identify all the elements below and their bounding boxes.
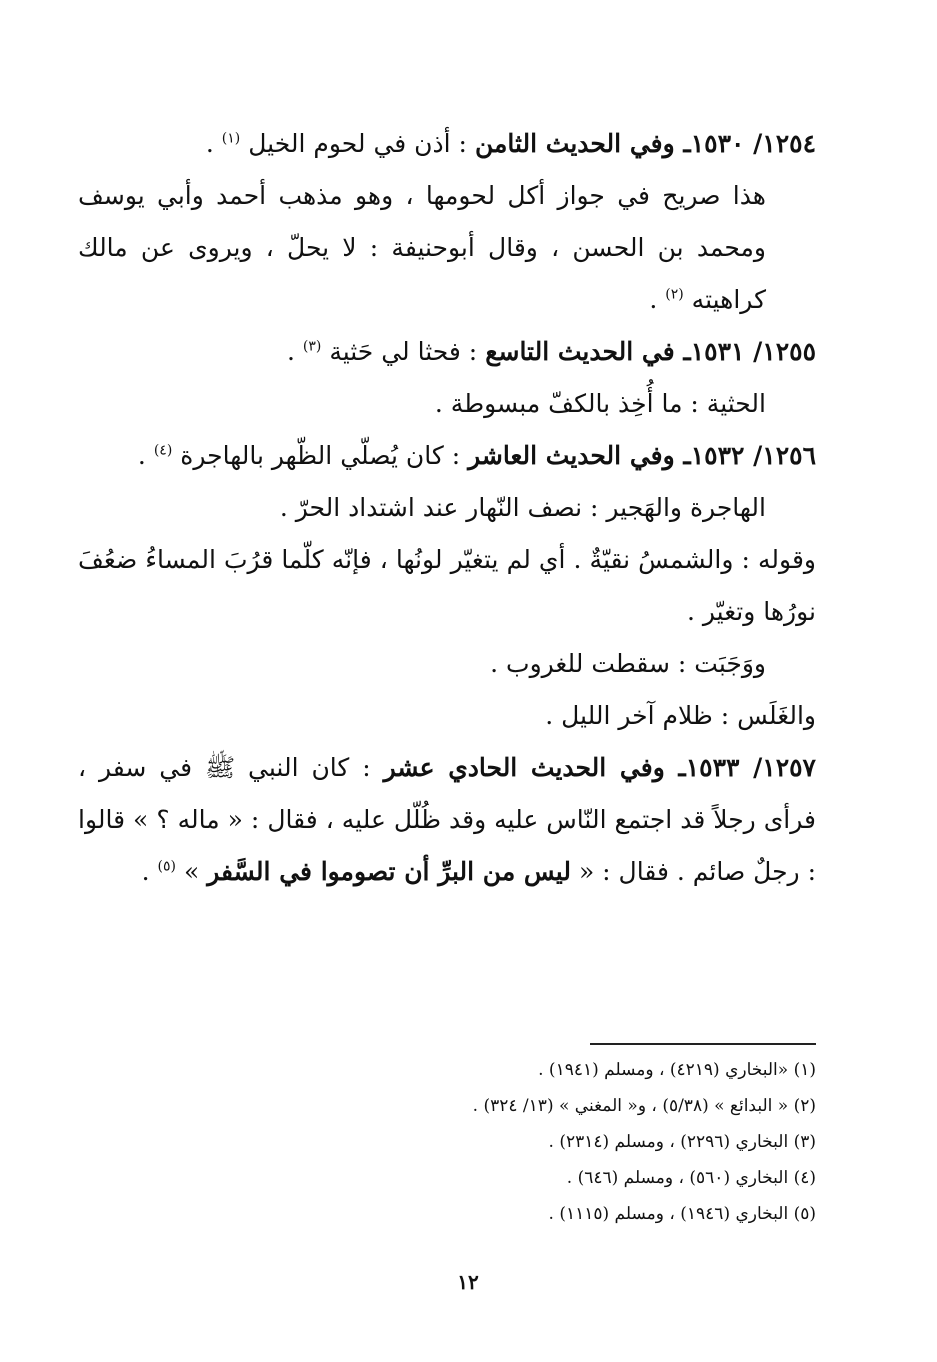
entry-1256 xyxy=(78,430,816,482)
entry-quote: : فحثا لي حَثية xyxy=(329,337,478,366)
entry-1255 xyxy=(78,326,816,378)
entry-end: . xyxy=(141,857,150,886)
footnote-2: (٢) « البدائع » (٥/٣٨) ، و« المغني » (١٣/ ٣٢٤) . xyxy=(472,1096,816,1116)
footnote-3: (٣) البخاري (٢٢٩٦) ، ومسلم (٢٣١٤) . xyxy=(548,1132,816,1152)
entry-end: . xyxy=(137,441,146,470)
entry-end: . xyxy=(286,337,295,366)
quote-close: » xyxy=(183,857,208,886)
footnote-divider xyxy=(590,1043,816,1045)
entry-quote: : كان النبي ﷺ في سفر ، فرأى رجلاً قد اجتمع النّاس عليه وقد ظُلّل عليه ، فقال : « ماله ؟ » قالوا : رجلٌ صائم . فقال : « xyxy=(78,753,816,886)
entry-quote: : أذن في لحوم الخيل xyxy=(248,129,467,158)
commentary-text: هذا صريح في جواز أكل لحومها ، وهو مذهب أحمد وأبي يوسف ومحمد بن الحسن ، وقال أبوحنيفة : لا يحلّ ، ويروى عن مالك كراهيته xyxy=(78,181,766,314)
entry-1257 xyxy=(78,742,816,898)
footnote-1: (١) «البخاري (٤٢١٩) ، ومسلم (١٩٤١) . xyxy=(538,1060,816,1080)
entry-heading: ١٢٥٥/ ١٥٣١ـ في الحديث التاسع xyxy=(485,337,816,366)
commentary-paragraph: وقوله : والشمسُ نقيّةٌ . أي لم يتغيّر لونُها ، فإنّه كلّما قرُبَ المساءُ ضعُفَ نورُها وتغيّر . xyxy=(78,545,816,626)
hadith-bold-text: ليس من البرِّ أن تصوموا في السَّفر xyxy=(207,857,571,886)
commentary-paragraph: الحثية : ما أُخِذ بالكفّ مبسوطة . xyxy=(434,389,766,418)
commentary-paragraph: هذا صريح في جواز أكل لحومها ، وهو مذهب أحمد وأبي يوسف ومحمد بن الحسن ، وقال أبوحنيفة : لا يحلّ ، ويروى عن مالك كراهيته $^{(٢)}$ . xyxy=(78,181,766,314)
entry-1254 xyxy=(78,118,816,170)
commentary-paragraph: الهاجرة والهَجير : نصف النّهار عند اشتداد الحرّ . xyxy=(279,493,766,522)
footnote-ref: (١) xyxy=(221,130,241,147)
footnote-ref: (٥) xyxy=(157,858,176,875)
entry-end: . xyxy=(205,129,214,158)
footnote-ref: (٢) xyxy=(665,286,684,303)
commentary-paragraph: والغَلَس : ظلام آخر الليل . xyxy=(545,701,816,730)
entry-heading: ١٢٥٦/ ١٥٣٢ـ وفي الحديث العاشر xyxy=(468,441,816,470)
footnotes xyxy=(250,1052,816,1232)
footnote-ref: (٤) xyxy=(153,442,173,459)
footnote-5: (٥) البخاري (١٩٤٦) ، ومسلم (١١١٥) . xyxy=(548,1204,816,1224)
footnote-4: (٤) البخاري (٥٦٠) ، ومسلم (٦٤٦) . xyxy=(566,1168,816,1188)
entry-quote: : كان يُصلّي الظّهر بالهاجرة xyxy=(180,441,461,470)
footnote-ref: (٣) xyxy=(302,338,322,355)
main-text xyxy=(78,118,816,898)
commentary-paragraph: ووَجَبَت : سقطت للغروب . xyxy=(490,649,766,678)
page-number: ١٢ xyxy=(457,1270,479,1294)
entry-heading: ١٢٥٤/ ١٥٣٠ـ وفي الحديث الثامن xyxy=(474,129,816,158)
entry-heading: ١٢٥٧/ ١٥٣٣ـ وفي الحديث الحادي عشر xyxy=(383,753,816,782)
